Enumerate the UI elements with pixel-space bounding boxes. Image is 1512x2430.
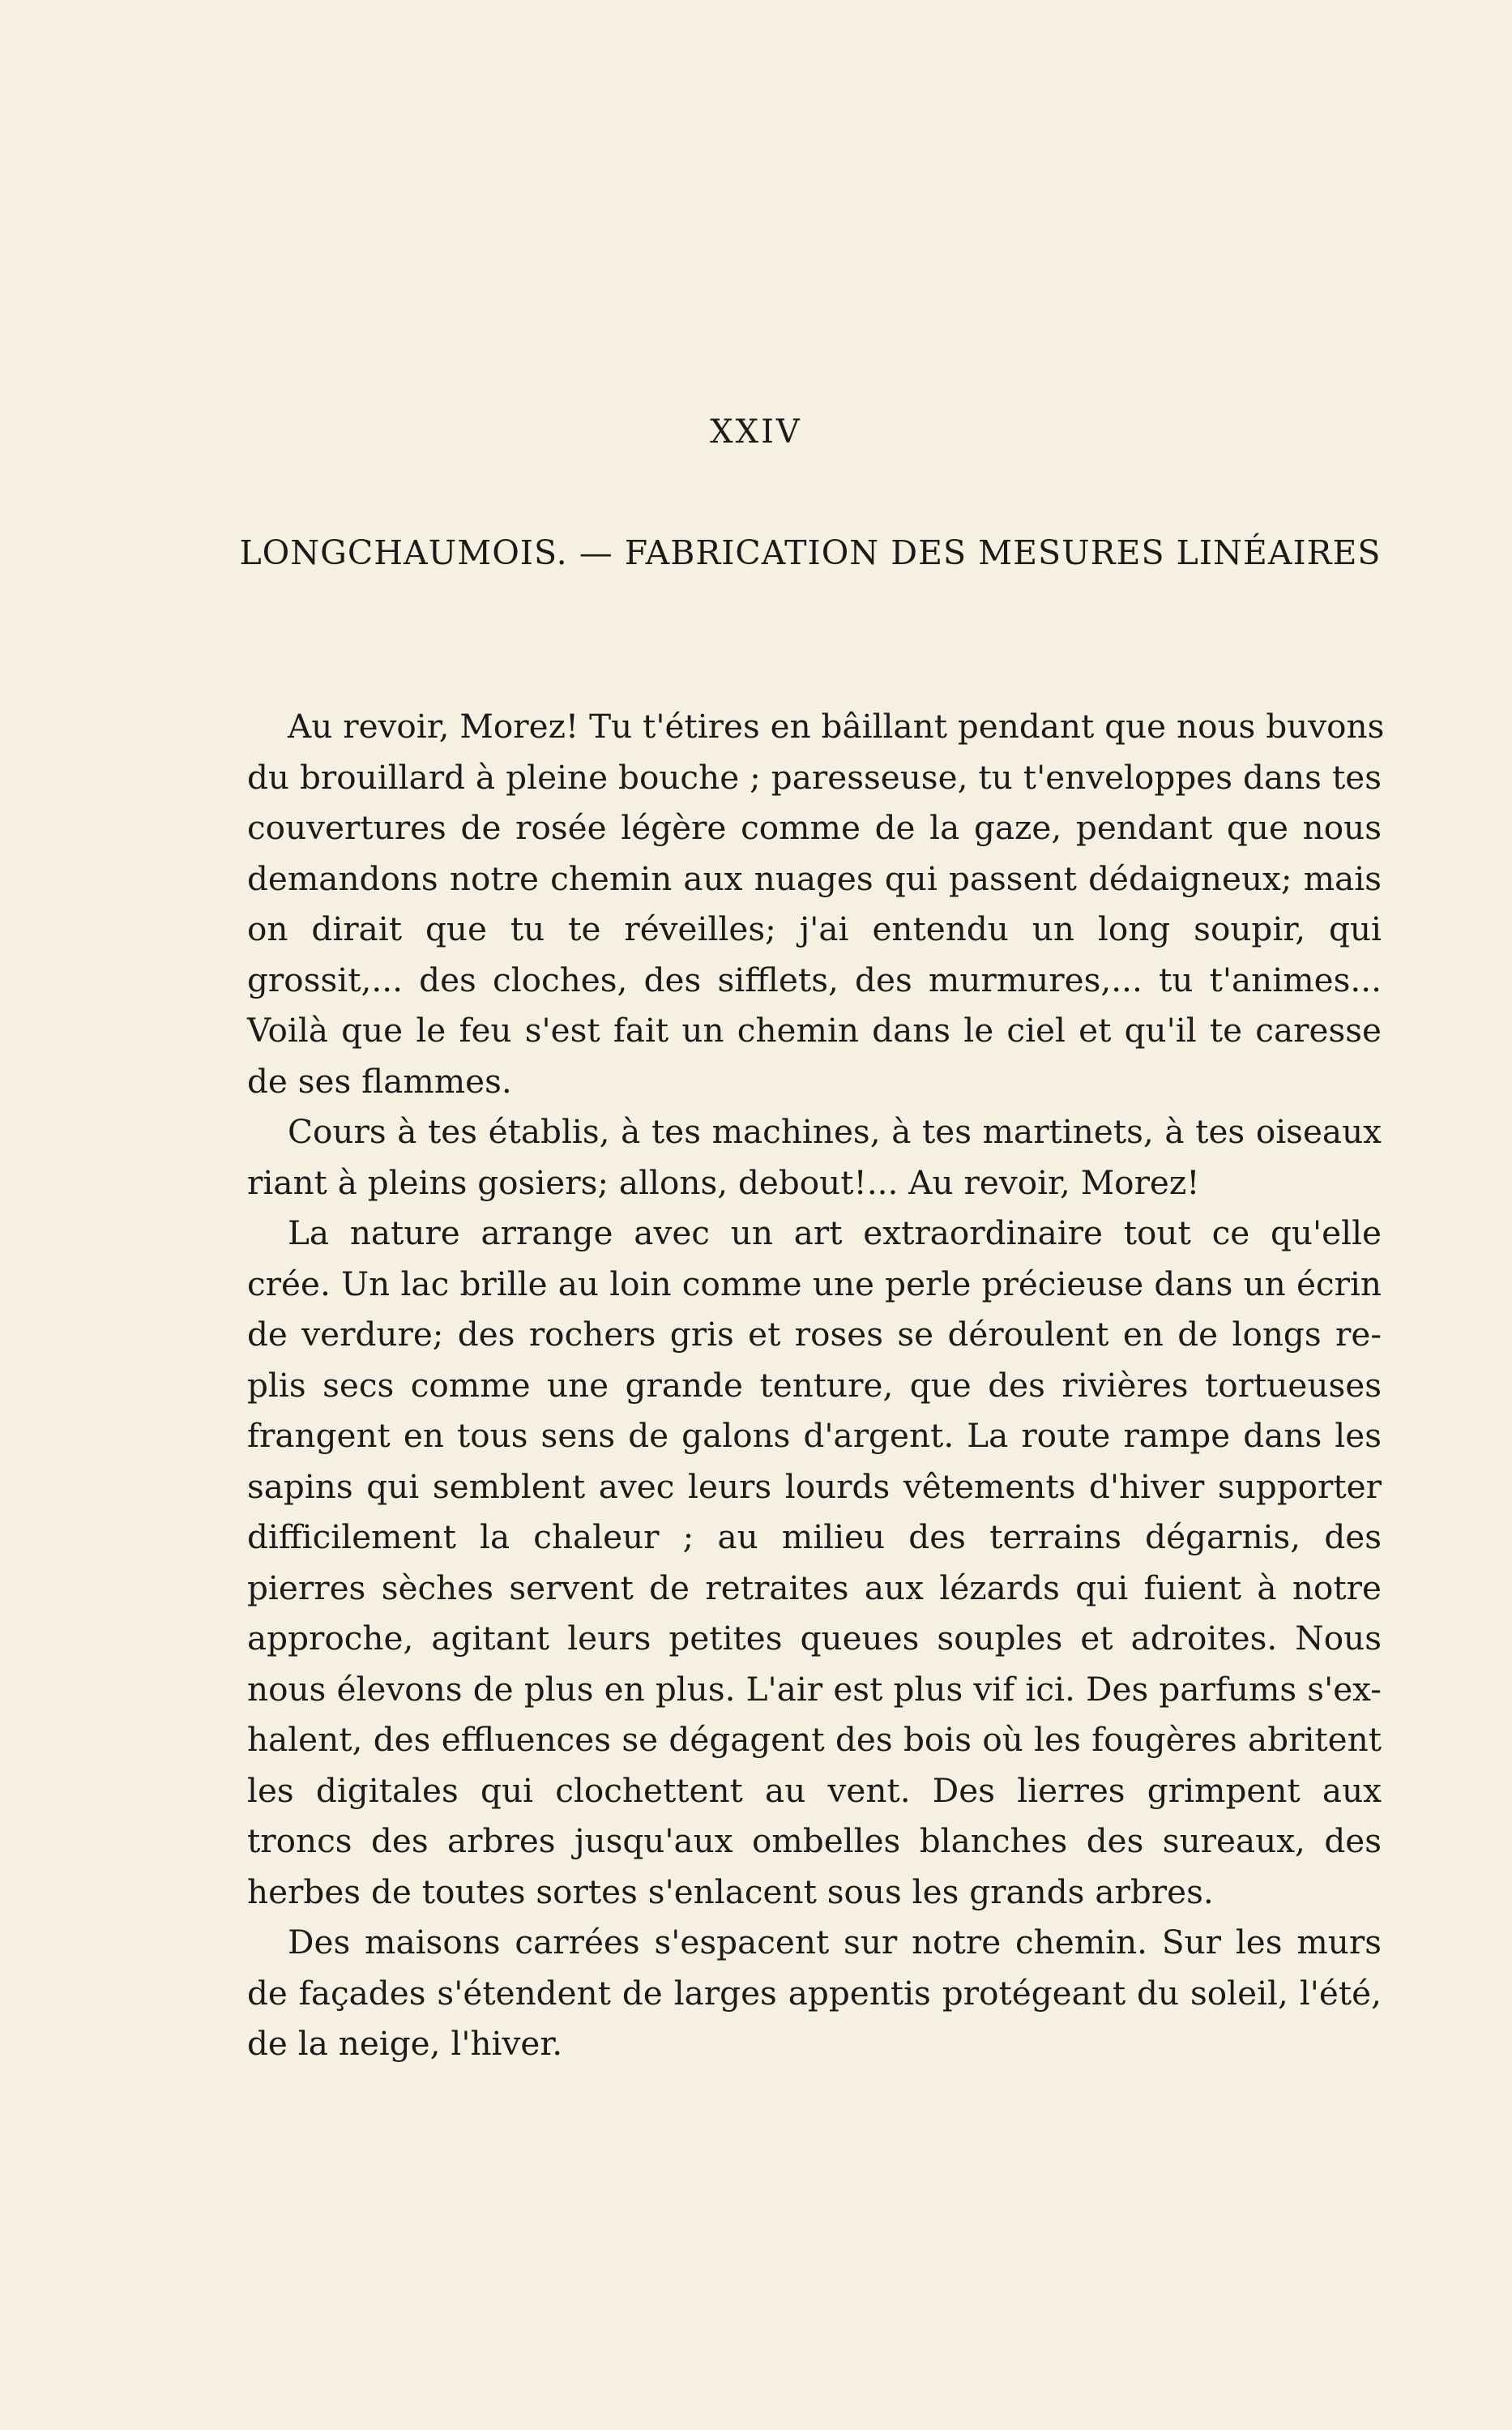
text-line: nous élevons de plus en plus. L'air est plus vif ici. Des parfums s'ex- [247,1669,1382,1709]
text-line: crée. Un lac brille au loin comme une perle précieuse dans un écrin [247,1264,1382,1303]
text-line: de la neige, l'hiver. [247,2024,563,2063]
text-line: difficilement la chaleur ; au milieu des terrains dégarnis, des [247,1517,1382,1556]
chapter-body [247,701,1385,2069]
text-line: approche, agitant leurs petites queues souples et adroites. Nous [247,1619,1382,1658]
text-line: Au revoir, Morez! Tu t'étires en bâillant pendant que nous buvons [288,707,1385,746]
text-line: troncs des arbres jusqu'aux ombelles blanches des sureaux, des [247,1821,1382,1860]
text-line: La nature arrange avec un art extraordinaire tout ce qu'elle [288,1213,1382,1252]
text-line: les digitales qui clochettent au vent. Des lierres grimpent aux [247,1770,1382,1810]
text-line: de verdure; des rochers gris et roses se déroulent en de longs re- [247,1315,1382,1354]
text-line: du brouillard à pleine bouche ; paresseuse, tu t'enveloppes dans tes [247,757,1382,797]
text-line: Voilà que le feu s'est fait un chemin dans le ciel et qu'il te caresse [247,1011,1382,1050]
text-line: plis secs comme une grande tenture, que des rivières tortueuses [247,1365,1382,1405]
text-line: herbes de toutes sortes s'enlacent sous les grands arbres. [247,1872,1214,1911]
text-line: couvertures de rosée légère comme de la gaze, pendant que nous [247,808,1382,847]
chapter-title: LONGCHAUMOIS. — FABRICATION DES MESURES LINÉAIRES [239,533,1382,572]
text-line: on dirait que tu te réveilles; j'ai entendu un long soupir, qui [247,909,1382,948]
text-line: de façades s'étendent de larges appentis protégeant du soleil, l'été, [247,1973,1382,2013]
text-line: Des maisons carrées s'espacent sur notre chemin. Sur les murs [288,1923,1382,1962]
text-line: de ses flammes. [247,1061,512,1101]
text-line: Cours à tes établis, à tes machines, à tes martinets, à tes oiseaux [288,1112,1382,1151]
text-line: grossit,... des cloches, des sifflets, des murmures,... tu t'animes... [247,960,1382,999]
chapter-number: XXIV [710,413,802,451]
text-line: halent, des effluences se dégagent des bois où les fougères abritent [247,1720,1382,1759]
text-line: riant à pleins gosiers; allons, debout!... Au revoir, Morez! [247,1162,1200,1202]
text-line: sapins qui semblent avec leurs lourds vêtements d'hiver supporter [247,1466,1382,1506]
text-line: pierres sèches servent de retraites aux lézards qui fuient à notre [247,1568,1382,1607]
text-line: frangent en tous sens de galons d'argent. La route rampe dans les [247,1416,1382,1455]
text-line: demandons notre chemin aux nuages qui passent dédaigneux; mais [247,858,1382,898]
